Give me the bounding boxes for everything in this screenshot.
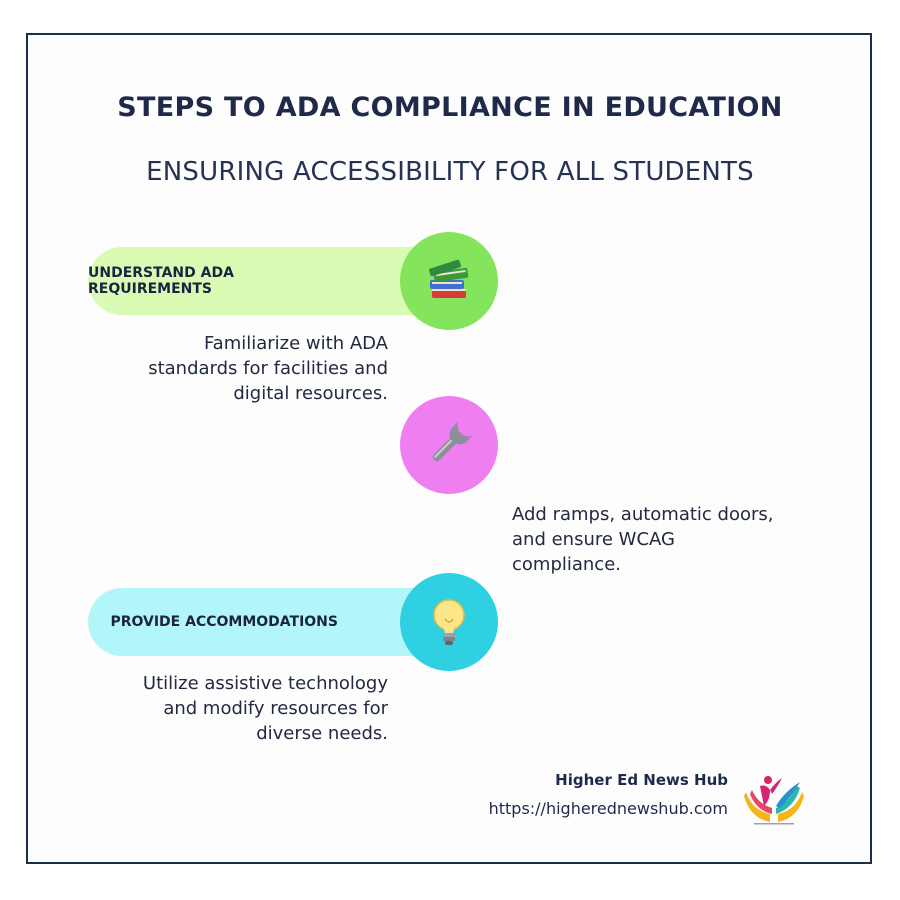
wrench-icon <box>422 418 476 472</box>
step-2-icon-circle <box>400 396 498 494</box>
step-2-description: Add ramps, automatic doors, and ensure WCAG compliance. <box>512 504 774 575</box>
page-title: STEPS TO ADA COMPLIANCE IN EDUCATION <box>117 92 783 123</box>
step-3-label: PROVIDE ACCOMMODATIONS <box>110 614 338 630</box>
step-3-description: Utilize assistive technology and modify resources for diverse needs. <box>142 673 388 744</box>
lightbulb-icon <box>426 595 472 649</box>
footer-url-link[interactable]: https://higherednewshub.com <box>488 799 728 818</box>
higher-ed-news-hub-logo <box>740 770 808 826</box>
footer-brand-name: Higher Ed News Hub <box>555 771 728 789</box>
step-1-label: UNDERSTAND ADA REQUIREMENTS <box>88 265 234 297</box>
step-3-icon-circle <box>400 573 498 671</box>
step-1-icon-circle <box>400 232 498 330</box>
books-icon <box>424 256 474 306</box>
page-subtitle: ENSURING ACCESSIBILITY FOR ALL STUDENTS <box>146 157 754 187</box>
step-1-label-pill <box>88 247 448 315</box>
step-1-description: Familiarize with ADA standards for facilities and digital resources. <box>148 333 388 404</box>
step-3-label-pill <box>88 588 448 656</box>
